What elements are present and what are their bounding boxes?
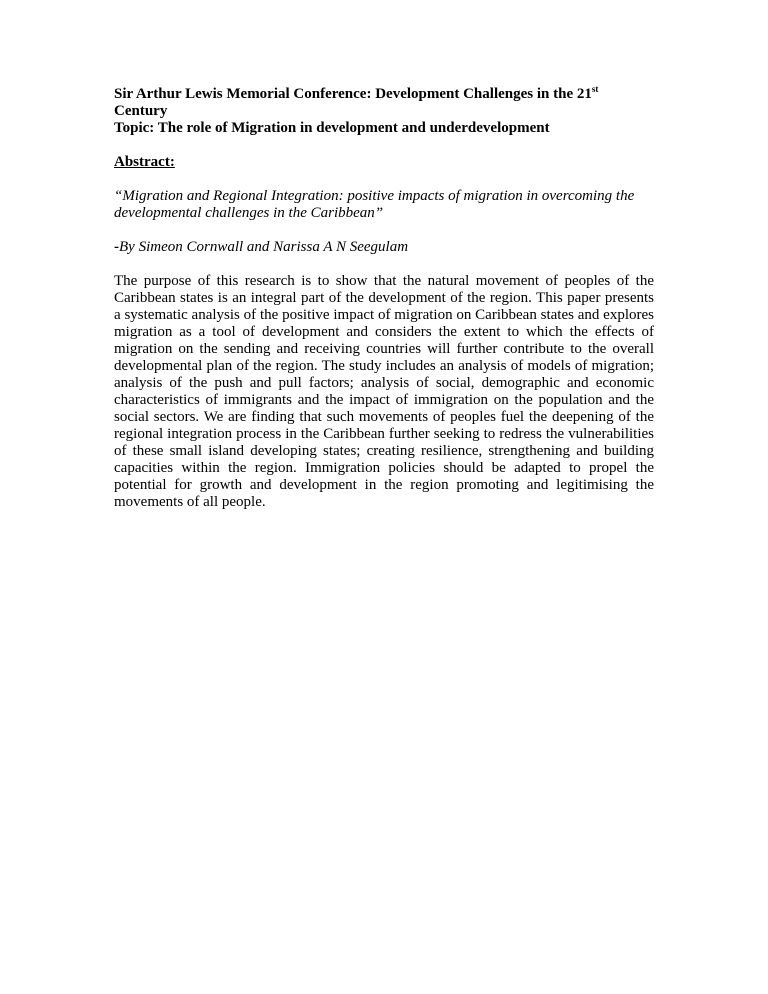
topic-line: Topic: The role of Migration in development and underdevelopment — [114, 120, 550, 136]
byline-authors: By Simeon Cornwall and Narissa A N Seegulam — [119, 239, 409, 255]
author-byline — [114, 239, 654, 256]
byline-dash: - — [114, 239, 119, 255]
paper-title: “Migration and Regional Integration: positive impacts of migration in overcoming the developmental challenges in the Caribbean” — [114, 188, 635, 221]
conference-heading — [114, 86, 654, 137]
conference-title-continued: Century — [114, 103, 168, 119]
abstract-heading: Abstract: — [114, 154, 175, 170]
ordinal-suffix: st — [591, 84, 599, 94]
conference-title-text: Sir Arthur Lewis Memorial Conference: Development Challenges in the 21 — [114, 86, 592, 102]
conference-title — [114, 86, 654, 103]
document-content — [114, 86, 654, 511]
abstract-body: The purpose of this research is to show that the natural movement of peoples of the Caribbean states is an integral part of the development of the region. This paper presents a systematic analysis of the positive impact of migration on Caribbean states and explores migration as a tool of development and considers the extent to which the effects of migration on the sending and receiving countries will further contribute to the overall developmental plan of the region. The study includes an analysis of models of migration; analysis of the push and pull factors; analysis of social, demographic and economic characteristics of immigrants and the impact of immigration on the population and the social sectors. We are finding that such movements of peoples fuel the deepening of the regional integration process in the Caribbean further seeking to redress the vulnerabilities of these small island developing states; creating resilience, strengthening and building capacities within the region. Immigration policies should be adapted to propel the potential for growth and development in the region promoting and legitimising the movements of all people. — [114, 273, 654, 510]
